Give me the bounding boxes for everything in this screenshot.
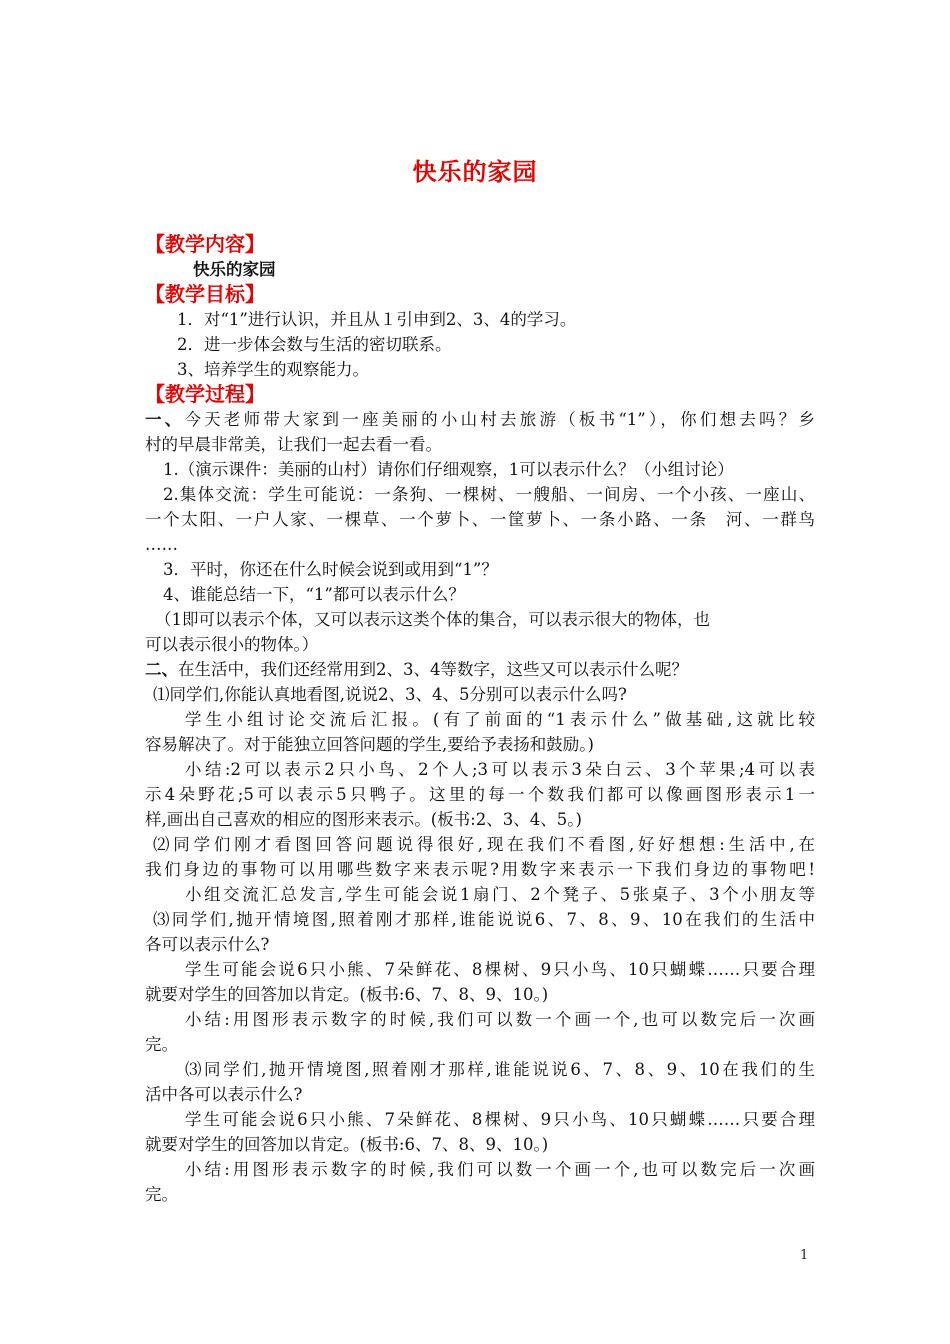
text-line: 一个太阳、一户人家、一棵草、一个萝卜、一筐萝卜、一条小路、一条 河、一群鸟 — [145, 510, 815, 529]
text-line: 小结:用图形表示数字的时候,我们可以数一个画一个,也可以数完后一次画 — [185, 1010, 815, 1029]
text-line: 1.（演示课件：美丽的山村）请你们仔细观察，1可以表示什么？（小组讨论） — [163, 460, 734, 479]
text-line: 各可以表示什么? — [145, 935, 270, 954]
text-line: 容易解决了。对于能独立回答问题的学生,要给予表扬和鼓励。) — [145, 735, 594, 754]
text-line: ⑶同学们,抛开情境图,照着刚才那样,谁能说说6、7、8、9、10在我们的生 — [185, 1060, 815, 1079]
text-line: 完。 — [145, 1035, 178, 1054]
text-line: 1．对“1”进行认识，并且从１引申到2、3、4的学习。 — [177, 310, 577, 329]
section-heading: 【教学内容】 — [145, 232, 265, 256]
text-line: ⑴同学们,你能认真地看图,说说2、3、4、5分别可以表示什么吗? — [153, 685, 627, 704]
text-line: 示4朵野花;5可以表示5只鸭子。这里的每一个数我们都可以像画图形表示1一 — [145, 785, 815, 804]
text-line: 学生可能会说6只小熊、7朵鲜花、8棵树、9只小鸟、10只蝴蝶……只要合理 — [185, 960, 815, 979]
text-line: ⑵同学们刚才看图回答问题说得很好,现在我们不看图,好好想想:生活中,在 — [153, 835, 815, 854]
text-line — [145, 407, 815, 432]
document-body — [145, 232, 815, 1207]
text-line: 2.集体交流：学生可能说：一条狗、一棵树、一艘船、一间房、一个小孩、一座山、 — [163, 485, 815, 504]
section-heading: 【教学目标】 — [145, 282, 265, 306]
text-line: 小组交流汇总发言,学生可能会说1扇门、2个凳子、5张桌子、3个小朋友等 — [185, 885, 815, 904]
section-number: 二、 — [145, 660, 178, 679]
text-line: 小结:用图形表示数字的时候,我们可以数一个画一个,也可以数完后一次画 — [185, 1160, 815, 1179]
text-line: 完。 — [145, 1185, 178, 1204]
section-text: 在生活中，我们还经常用到2、3、4等数字，这些又可以表示什么呢？ — [178, 660, 688, 679]
section-heading: 【教学过程】 — [145, 382, 265, 406]
text-line: 就要对学生的回答加以肯定。(板书:6、7、8、9、10。) — [145, 985, 549, 1004]
text-line: 学生小组讨论交流后汇报。(有了前面的“1表示什么”做基础,这就比较 — [185, 710, 815, 729]
text-line — [145, 657, 815, 682]
text-line: 可以表示很小的物体。） — [145, 635, 319, 654]
text-line: 样,画出自己喜欢的相应的图形来表示。(板书:2、3、4、5。) — [145, 810, 582, 829]
text-line: 快乐的家园 — [193, 260, 276, 279]
document-title: 快乐的家园 — [412, 158, 538, 186]
section-text: 今天老师带大家到一座美丽的小山村去旅游（板书“1”），你们想去吗？乡 — [184, 410, 815, 429]
text-line: 学生可能会说6只小熊、7朵鲜花、8棵树、9只小鸟、10只蝴蝶……只要合理 — [185, 1110, 815, 1129]
text-line: （1即可以表示个体，又可以表示这类个体的集合，可以表示很大的物体，也 — [155, 610, 710, 629]
text-line: 村的早晨非常美，让我们一起去看一看。 — [145, 435, 442, 454]
page-number: 1 — [800, 1248, 809, 1263]
text-line: 活中各可以表示什么? — [145, 1085, 303, 1104]
text-line: 2．进一步体会数与生活的密切联系。 — [177, 335, 452, 354]
section-number: 一、 — [145, 410, 185, 429]
text-line: 3、培养学生的观察能力。 — [177, 360, 369, 379]
text-line: ⑶同学们,抛开情境图,照着刚才那样,谁能说说6、7、8、9、10在我们的生活中 — [153, 910, 815, 929]
text-line: 小结:2可以表示2只小鸟、2个人;3可以表示3朵白云、3个苹果;4可以表 — [185, 760, 815, 779]
text-line: 我们身边的事物可以用哪些数字来表示呢?用数字来表示一下我们身边的事物吧! — [145, 860, 815, 879]
text-line: 3．平时，你还在什么时候会说到或用到“1”？ — [163, 560, 498, 579]
text-line: …… — [145, 535, 178, 554]
text-line: 4、谁能总结一下，“1”都可以表示什么？ — [163, 585, 465, 604]
text-line: 就要对学生的回答加以肯定。(板书:6、7、8、9、10。) — [145, 1135, 549, 1154]
